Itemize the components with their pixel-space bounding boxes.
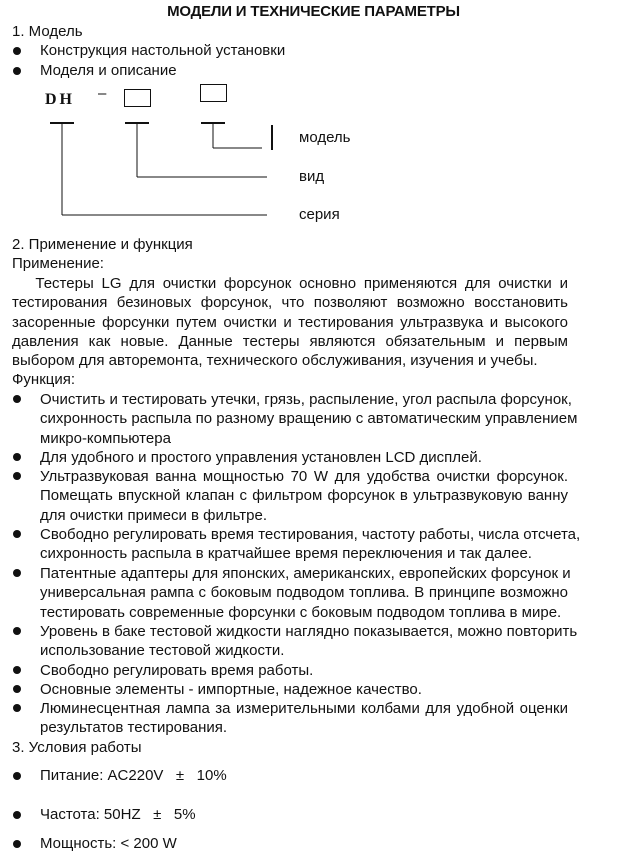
condition-frequency: Частота: 50HZ ± 5%	[40, 806, 196, 823]
function-item	[40, 525, 581, 564]
page-title: МОДЕЛИ И ТЕХНИЧЕСКИЕ ПАРАМЕТРЫ	[167, 3, 460, 20]
bullet-icon	[13, 811, 21, 819]
section3-heading: 3. Условия работы	[12, 739, 142, 756]
function-item	[40, 661, 568, 680]
function-line: использование тестовой жидкости.	[40, 642, 285, 660]
section1-bullet-2: Моделя и описание	[40, 62, 177, 79]
function-line: результатов тестирования.	[40, 719, 228, 737]
bullet-icon	[13, 666, 21, 674]
application-line: тестирования безиновых форсунок, что позволяют возможно восстановить	[12, 294, 568, 312]
bullet-icon	[13, 704, 21, 712]
bullet-icon	[13, 772, 21, 780]
bullet-icon	[13, 472, 21, 480]
function-item	[40, 622, 578, 661]
model-dash: –	[98, 85, 107, 102]
function-line: Свободно регулировать время тестирования, частоту работы, числа отсчета,	[40, 526, 581, 543]
function-item	[40, 390, 578, 448]
function-line: сихронность распыла по разному вращению с автоматическим управлением	[40, 410, 578, 428]
bullet-icon	[13, 627, 21, 635]
section2-heading: 2. Применение и функция	[12, 236, 193, 253]
bullet-icon	[13, 840, 21, 848]
function-line: Для удобного и простого управления установлен LCD дисплей.	[40, 449, 482, 466]
function-line: сихронность распыла в кратчайшее время переключения и так далее.	[40, 545, 532, 563]
application-paragraph	[12, 274, 568, 370]
condition-power: Питание: AC220V ± 10%	[40, 767, 227, 784]
function-item	[40, 467, 568, 525]
bullet-icon	[13, 453, 21, 461]
function-item	[40, 448, 568, 467]
function-item	[40, 564, 571, 622]
application-label: Применение:	[12, 255, 104, 272]
function-line: Патентные адаптеры для японских, американских, европейских форсунок и	[40, 565, 571, 582]
diagram-connector-lines	[0, 0, 627, 240]
bullet-icon	[13, 569, 21, 577]
section1-bullet-1: Конструкция настольной установки	[40, 42, 286, 59]
condition-wattage: Мощность: < 200 W	[40, 835, 177, 852]
bullet-icon	[13, 685, 21, 693]
function-line: для очистки примеси в фильтре.	[40, 506, 267, 524]
function-item	[40, 699, 568, 738]
function-line: Основные элементы - импортные, надежное качество.	[40, 681, 422, 698]
function-line: Ультразвуковая ванна мощностью 70 W для удобства очистки форсунок.	[40, 468, 568, 485]
function-line: Уровень в баке тестовой жидкости наглядно показывается, можно повторить	[40, 623, 578, 640]
application-line: Тестеры LG для очистки форсунок основно применяются для очистки и	[12, 275, 568, 292]
application-line: засоренные форсунки путем очистки и тестирования ультразвука и высокого	[12, 313, 568, 331]
function-line: универсальная рампа с боковым подводом топлива. В принципе возможно	[40, 584, 568, 602]
application-line: выбором для авторемонта, технического обслуживания, изучения и учебы.	[12, 352, 538, 370]
function-line: микро-компьютера	[40, 429, 171, 447]
function-item	[40, 680, 568, 699]
label-series: серия	[299, 206, 340, 223]
application-line: давления как новые. Данные тестеры являются обязательным и первым	[12, 332, 568, 350]
function-line: тестировать современные форсунки с боковым подводом топлива в мире.	[40, 603, 562, 621]
bullet-icon	[13, 530, 21, 538]
model-prefix: DH	[45, 91, 75, 108]
function-label: Функция:	[12, 371, 76, 388]
section1-heading: 1. Модель	[12, 23, 83, 40]
function-line: Люминесцентная лампа за измерительными колбами для удобной оценки	[40, 700, 568, 717]
label-model: модель	[299, 129, 351, 146]
label-type: вид	[299, 168, 325, 185]
function-line: Помещать впускной клапан с фильтром форсунок в ультразвуковую ванну	[40, 487, 568, 505]
function-line: Очистить и тестировать утечки, грязь, распыление, угол распыла форсунок,	[40, 391, 572, 408]
bullet-icon	[13, 395, 21, 403]
function-line: Свободно регулировать время работы.	[40, 662, 314, 679]
